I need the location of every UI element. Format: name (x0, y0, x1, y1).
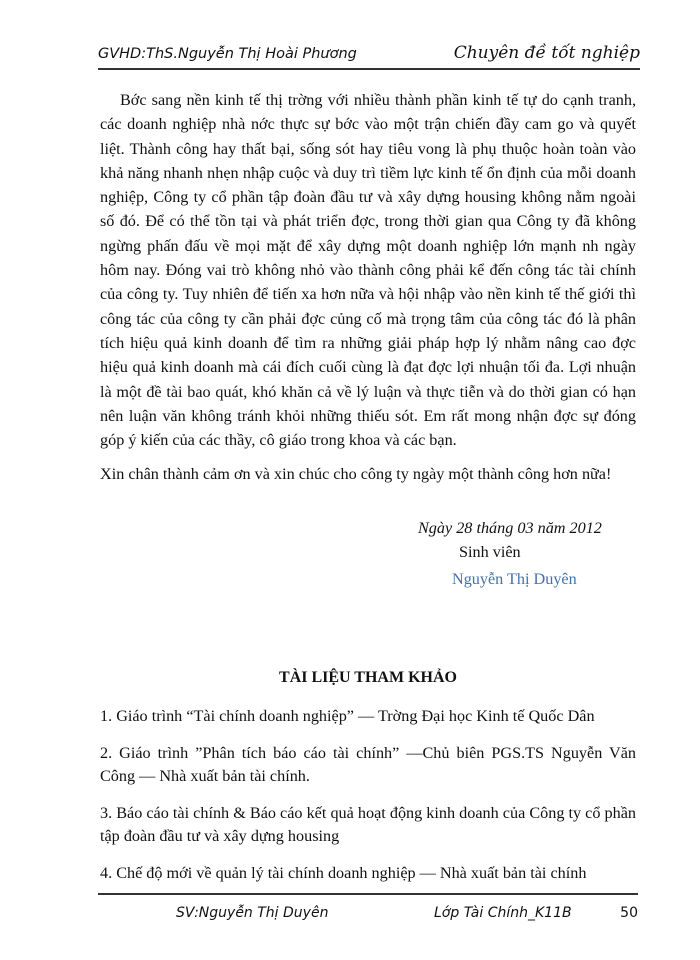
references-title: TÀI LIỆU THAM KHẢO (279, 669, 457, 686)
reference-item: 1. Giáo trình “Tài chính doanh nghiệp” — Trờng Đại học Kinh tế Quốc Dân (100, 707, 595, 725)
header-advisor: GVHD:ThS.Nguyễn Thị Hoài Phương (98, 46, 357, 62)
thanks-line: Xin chân thành cảm ơn và xin chúc cho công ty ngày một thành công hơn nữa! (100, 465, 612, 484)
signature-date: Ngày 28 tháng 03 năm 2012 (418, 519, 602, 537)
signature-name: Nguyễn Thị Duyên (452, 570, 577, 588)
page-footer (98, 893, 638, 925)
reference-item: 2. Giáo trình ”Phân tích báo cáo tài chính” —Chủ biên PGS.TS Nguyễn Văn Công — Nhà xuất bản tài chính. (100, 744, 636, 785)
reference-item: 4. Chế độ mới về quản lý tài chính doanh nghiệp — Nhà xuất bản tài chính (100, 864, 587, 882)
body-paragraph: Bớc sang nền kinh tế thị trờng với nhiều thành phần kinh tế tự do cạnh tranh, các doanh nghiệp nhà nớc thực sự bớc vào một trận chiến đầy cam go và quyết liệt. Thành công hay thất bại, sống sót hay tiêu vong là phụ thuộc hoàn toàn vào khả năng nhanh nhẹn nhập cuộc và duy trì tiềm lực kinh tế ổn định của mỗi doanh nghiệp, Công ty cổ phần tập đoàn đầu tư và xây dựng housing không nằm ngoài số đó. Để có thể tồn tại và phát triển đợc, trong thời gian qua Công ty đã không ngừng phấn đấu về mọi mặt để xây dựng một doanh nghiệp lớn mạnh nh ngày hôm nay. Đóng vai trò không nhỏ vào thành công phải kể đến công tác tài chính của công ty. Tuy nhiên để tiến xa hơn nữa và hội nhập vào nền kinh tế thế giới thì công tác của công ty cần phải đợc củng cố mà trọng tâm của công tác đó là phân tích hiệu quả kinh doanh để tìm ra những giải pháp hợp lý nhằm nâng cao đợc hiệu quả kinh doanh mà cái đích cuối cùng là đạt đợc lợi nhuận tối đa. Lợi nhuận là một đề tài bao quát, khó khăn cả về lý luận và thực tiễn và do thời gian có hạn nên luận văn không tránh khỏi những thiếu sót. Em rất mong nhận đợc sự đóng góp ý kiến của các thầy, cô giáo trong khoa và các bạn. (100, 91, 636, 450)
body-text (100, 88, 636, 487)
references-list (100, 705, 636, 899)
signature-role: Sinh viên (459, 543, 521, 561)
reference-item: 3. Báo cáo tài chính & Báo cáo kết quả hoạt động kinh doanh của Công ty cổ phần tập đoàn đầu tư và xây dựng housing (100, 804, 636, 845)
footer-class: Lớp Tài Chính_K11B (434, 905, 572, 921)
page-header (98, 36, 640, 70)
header-title: Chuyên đề tốt nghiệp (453, 43, 640, 63)
header-rule (98, 68, 640, 70)
footer-student: SV:Nguyễn Thị Duyên (176, 905, 329, 921)
page-number: 50 (620, 905, 638, 921)
